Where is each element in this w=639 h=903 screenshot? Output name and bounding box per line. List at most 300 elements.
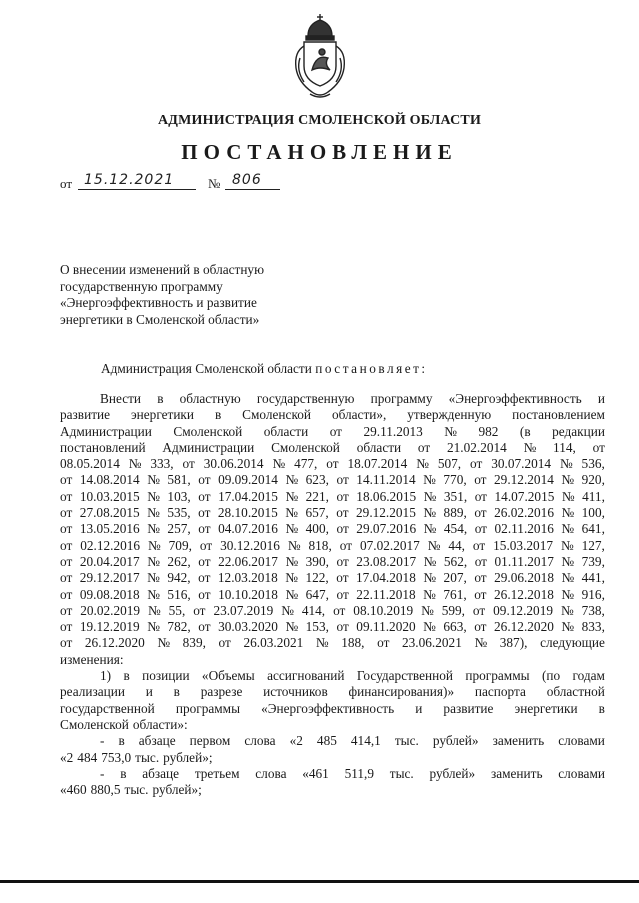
body-word: Смоленской — [242, 407, 312, 423]
body-word: 207, — [443, 570, 467, 586]
coat-of-arms-emblem — [290, 14, 350, 100]
body-line — [60, 750, 605, 766]
body-word: Смоленской — [60, 716, 129, 732]
body-word: 14.07.2015 — [494, 488, 555, 504]
body-word: 14.11.2014 — [356, 472, 416, 488]
body-word: разрезе — [200, 684, 243, 700]
body-word: рублей» — [429, 765, 476, 781]
body-line — [60, 619, 605, 635]
body-word: от — [198, 586, 211, 602]
body-word: области — [263, 423, 309, 439]
body-word: № — [561, 488, 575, 504]
body-word: 28.10.2015 — [217, 505, 278, 521]
body-word: 657, — [305, 505, 329, 521]
body-word: от — [198, 619, 211, 635]
body-word: № — [147, 472, 160, 488]
body-word: областной — [546, 684, 605, 700]
body-word: третьем — [194, 765, 240, 781]
body-word: 14.08.2014 — [79, 472, 140, 488]
body-word: «Энергоэффективность — [261, 700, 395, 716]
body-word: и — [597, 391, 605, 406]
body-word: 761, — [443, 586, 467, 602]
body-word: от — [336, 570, 349, 586]
body-word: 641, — [581, 521, 605, 537]
body-word: 753,0 — [101, 749, 132, 765]
body-word: 23.08.2017 — [356, 553, 417, 569]
body-line — [60, 554, 605, 570]
body-word: 562, — [443, 553, 468, 569]
body-word: 920, — [581, 472, 605, 488]
body-word: в — [123, 668, 130, 684]
body-word: 10.10.2018 — [218, 586, 278, 602]
body-word: 21.02.2014 — [446, 439, 507, 455]
body-word: от — [60, 488, 73, 504]
body-word: 484 — [77, 749, 98, 765]
body-word: от — [417, 439, 431, 455]
body-word: 127, — [581, 537, 605, 553]
document-type-title: ПОСТАНОВЛЕНИЕ — [181, 140, 458, 164]
body-word: 122, — [305, 570, 329, 586]
body-word: № — [561, 521, 575, 537]
body-word: 29.07.2016 — [356, 521, 417, 537]
body-word: 833, — [581, 619, 605, 635]
body-word: позиции — [142, 668, 190, 684]
subject-word: программу — [160, 278, 223, 294]
body-word: от — [60, 521, 73, 537]
body-word: в — [598, 700, 605, 716]
body-word: 26.02.2016 — [494, 505, 554, 521]
body-line — [60, 456, 605, 472]
body-line — [60, 440, 605, 456]
body-word: 221, — [305, 488, 329, 504]
document-subject — [60, 262, 300, 328]
body-word: от — [198, 521, 211, 537]
body-word: «Энергоэффективность — [448, 391, 582, 406]
body-line — [60, 472, 605, 488]
body-word: от — [199, 537, 213, 553]
body-word: № — [285, 619, 299, 635]
body-word: от — [60, 570, 73, 586]
body-word: № — [128, 456, 142, 472]
body-word: от — [329, 423, 342, 439]
body-word: 516, — [167, 586, 191, 602]
body-line — [60, 652, 605, 668]
body-word: Внести — [100, 391, 142, 406]
body-word: № — [561, 472, 575, 488]
body-word: слова — [255, 765, 287, 781]
body-word: 09.11.2020 — [356, 619, 416, 635]
body-word: финансирования)» — [348, 684, 455, 700]
body-word: 100, — [581, 505, 605, 521]
body-word: 1) — [100, 668, 112, 684]
body-word: № — [285, 553, 299, 569]
body-word: 44, — [448, 537, 465, 553]
body-word: «Объемы — [201, 668, 255, 684]
body-word: 13.05.2016 — [79, 521, 140, 537]
body-word: № — [281, 602, 294, 618]
body-word: 22.11.2018 — [356, 586, 416, 602]
body-word: развитие — [60, 407, 111, 423]
body-word: 153, — [305, 619, 329, 635]
body-word: 782, — [167, 619, 191, 635]
body-word: постановлений — [60, 439, 146, 455]
body-word: № — [285, 521, 299, 537]
body-word: 257, — [167, 521, 191, 537]
body-word: № — [561, 505, 575, 521]
body-word: 09.08.2018 — [79, 586, 140, 602]
body-word: 29.12.2017 — [79, 570, 140, 586]
body-word: первом — [189, 733, 231, 749]
body-word: № — [147, 553, 160, 569]
body-word: «460 — [60, 782, 87, 798]
organization-name: АДМИНИСТРАЦИЯ СМОЛЕНСКОЙ ОБЛАСТИ — [157, 113, 482, 128]
body-word: рублей» — [432, 733, 479, 749]
body-word: 30.03.2020 — [218, 619, 278, 635]
body-word: 188, — [341, 635, 365, 651]
body-word: постановлением — [512, 407, 605, 423]
body-word: № — [423, 521, 437, 537]
body-line — [60, 684, 605, 700]
body-line — [60, 570, 605, 586]
body-word: 12.03.2018 — [217, 570, 278, 586]
body-word: от — [474, 570, 487, 586]
body-word: 02.12.2016 — [80, 537, 141, 553]
body-word: 29.12.2014 — [494, 472, 554, 488]
body-word: 26.12.2020 — [84, 635, 145, 651]
body-word: 09.09.2014 — [218, 472, 278, 488]
body-word: Государственной — [356, 668, 454, 684]
body-word: № — [416, 456, 429, 472]
body-word: от — [326, 456, 339, 472]
body-word: 333, — [150, 456, 174, 472]
body-word: № — [285, 586, 299, 602]
body-line — [60, 538, 605, 554]
body-word: 709, — [168, 537, 192, 553]
body-word: 351, — [443, 488, 468, 504]
body-word: от — [474, 521, 487, 537]
body-word: редакции — [552, 423, 605, 439]
body-word: утвержденную — [407, 407, 492, 423]
body-word: от — [60, 602, 73, 618]
body-word: развитие — [443, 700, 494, 716]
body-word: (по — [541, 668, 561, 684]
body-word: 15.03.2017 — [493, 537, 553, 553]
body-word: слова — [244, 733, 276, 749]
subject-line — [60, 295, 300, 312]
body-word: от — [198, 570, 211, 586]
body-word: от — [193, 602, 206, 618]
body-word: в — [157, 391, 164, 406]
body-word: 29.11.2013 — [363, 423, 423, 439]
body-word: годам — [572, 668, 605, 684]
body-line — [60, 521, 605, 537]
body-word: № — [423, 553, 437, 569]
handwritten-date: 15.12.2021 — [84, 172, 175, 188]
body-word: 20.02.2019 — [80, 602, 141, 618]
body-word: 20.04.2017 — [79, 553, 140, 569]
body-word: источников — [263, 684, 328, 700]
body-word: областную — [179, 391, 241, 406]
body-word: от — [336, 553, 349, 569]
body-word: 387), — [499, 635, 528, 651]
body-word: области — [356, 439, 402, 455]
body-word: «461 — [302, 765, 329, 781]
body-word: № — [561, 619, 575, 635]
body-word: от — [60, 537, 73, 553]
body-word: заменить — [490, 765, 543, 781]
body-word: № — [285, 505, 298, 521]
body-word: 19.12.2019 — [79, 619, 140, 635]
body-word: Смоленской — [271, 439, 340, 455]
body-word: (в — [519, 423, 531, 439]
body-word: № — [272, 456, 286, 472]
body-word: от — [182, 456, 195, 472]
body-word: 23.07.2019 — [213, 602, 274, 618]
body-word: № — [287, 537, 301, 553]
body-word: 818, — [308, 537, 332, 553]
body-word: от — [472, 602, 486, 618]
body-word: № — [561, 553, 575, 569]
body-line — [60, 717, 605, 733]
body-word: № — [423, 619, 436, 635]
body-word: 29.06.2018 — [494, 570, 554, 586]
body-word: рублей»; — [163, 749, 213, 765]
body-word: 739, — [581, 553, 605, 569]
body-word: № — [559, 456, 573, 472]
body-word: 103, — [167, 488, 191, 504]
body-word: от — [60, 619, 73, 635]
body-word: 07.02.2017 — [359, 537, 420, 553]
body-word: от — [474, 472, 487, 488]
body-word: «2 — [60, 749, 74, 765]
body-word: 507, — [437, 456, 462, 472]
body-word: абзаце — [138, 733, 176, 749]
number-label: № — [208, 176, 221, 191]
body-word: от — [218, 635, 231, 651]
body-word: паспорта — [474, 684, 526, 700]
body-word: 839, — [182, 635, 206, 651]
body-word: 26.12.2018 — [494, 586, 554, 602]
body-word: от — [336, 488, 349, 504]
body-word: от — [474, 505, 487, 521]
body-word: 18.06.2015 — [356, 488, 417, 504]
body-word: 390, — [305, 553, 329, 569]
body-word: от — [470, 456, 483, 472]
body-word: 04.07.2016 — [218, 521, 278, 537]
body-word: рублей»; — [152, 782, 202, 798]
body-word: тыс. — [124, 782, 149, 798]
body-word: заменить — [492, 733, 545, 749]
body-word: № — [427, 537, 441, 553]
body-word: № — [285, 488, 299, 504]
body-word: Смоленской — [173, 423, 243, 439]
body-word: абзаце — [142, 765, 180, 781]
body-word: программу — [370, 391, 433, 406]
subject-word: и — [196, 295, 204, 310]
body-word: 942, — [167, 570, 191, 586]
body-word: 536, — [581, 456, 605, 472]
body-word: 738, — [581, 602, 605, 618]
body-word: от — [198, 488, 211, 504]
body-word: 114, — [553, 439, 576, 455]
body-word: № — [285, 472, 299, 488]
body-word: изменения: — [60, 651, 124, 667]
body-word: в — [120, 765, 127, 781]
body-word: государственную — [256, 391, 355, 406]
body-word: от — [60, 586, 73, 602]
body-word: № — [147, 521, 160, 537]
body-word: от — [336, 619, 349, 635]
body-word: 581, — [167, 472, 191, 488]
body-word: № — [423, 570, 437, 586]
body-word: 411, — [582, 488, 605, 504]
body-word: № — [147, 570, 160, 586]
decree-prefix: Администрация Смоленской области — [101, 361, 312, 376]
body-word: от — [377, 635, 390, 651]
body-word: 27.08.2015 — [79, 505, 140, 521]
body-line — [60, 766, 605, 782]
body-word: № — [560, 602, 574, 618]
subject-word: государственную — [60, 278, 158, 294]
body-word: в — [118, 733, 125, 749]
body-word: области», — [331, 407, 387, 423]
body-word: 623, — [305, 472, 329, 488]
body-word: от — [472, 537, 486, 553]
body-word: от — [60, 472, 73, 488]
body-word: реализации — [60, 684, 125, 700]
body-word: 647, — [305, 586, 329, 602]
body-line — [60, 782, 605, 798]
body-word: программы — [465, 668, 530, 684]
body-word: 982 — [478, 423, 499, 439]
body-word: 30.12.2016 — [220, 537, 280, 553]
body-line — [60, 635, 605, 651]
body-word: словами — [558, 733, 605, 749]
body-word: 511,9 — [344, 765, 375, 781]
body-word: «2 — [289, 733, 303, 749]
body-word: № — [315, 635, 329, 651]
body-word: № — [561, 586, 575, 602]
body-word: № — [423, 488, 437, 504]
body-word: № — [148, 537, 161, 553]
body-word: и — [415, 700, 423, 716]
body-line — [60, 668, 605, 684]
body-word: от — [474, 488, 487, 504]
body-word: 441, — [581, 570, 605, 586]
body-word: 30.07.2014 — [491, 456, 552, 472]
body-word: № — [423, 505, 437, 521]
decree-verb: постановляет: — [315, 361, 428, 376]
body-word: 477, — [294, 456, 318, 472]
body-word: 599, — [441, 602, 465, 618]
body-word: 454, — [443, 521, 468, 537]
body-word: 880,5 — [90, 782, 121, 798]
body-word: 400, — [305, 521, 329, 537]
from-label: от — [60, 176, 73, 191]
body-word: следующие — [540, 635, 605, 651]
body-line — [60, 701, 605, 717]
body-word: 02.11.2016 — [494, 521, 554, 537]
body-word: 09.12.2019 — [493, 602, 553, 618]
body-word: 414, — [301, 602, 326, 618]
body-word: Администрации — [162, 439, 255, 455]
body-word: от — [474, 619, 487, 635]
body-line — [60, 391, 605, 407]
body-word: № — [560, 537, 574, 553]
body-word: от — [592, 439, 605, 455]
body-word: от — [60, 553, 73, 569]
body-word: 30.06.2014 — [203, 456, 264, 472]
body-word: № — [423, 586, 436, 602]
body-word: 22.06.2017 — [218, 553, 278, 569]
body-word: № — [285, 570, 298, 586]
body-word: от — [60, 505, 73, 521]
body-word: в — [173, 684, 180, 700]
subject-line — [60, 279, 300, 296]
body-word: тыс. — [394, 733, 419, 749]
body-word: 535, — [167, 505, 191, 521]
body-word: от — [198, 505, 211, 521]
body-word: государственной — [60, 700, 155, 716]
body-word: 17.04.2015 — [218, 488, 278, 504]
body-word: № — [421, 602, 434, 618]
decree-statement — [101, 361, 428, 377]
body-word: № — [423, 472, 436, 488]
body-word: 23.06.2021 — [402, 635, 462, 651]
body-word: 01.11.2017 — [494, 553, 554, 569]
body-word: 889, — [443, 505, 467, 521]
subject-word: «Энергоэффективность — [60, 295, 194, 310]
body-word: 663, — [443, 619, 467, 635]
body-line — [60, 424, 605, 440]
body-word: от — [333, 602, 346, 618]
body-word: 414,1 — [350, 733, 381, 749]
body-word: 29.12.2015 — [356, 505, 416, 521]
body-word: Администрации — [60, 423, 152, 439]
body-word: и — [145, 684, 153, 700]
body-word: № — [148, 602, 161, 618]
body-word: № — [523, 439, 537, 455]
handwritten-number: 806 — [232, 172, 262, 188]
body-word: - — [100, 733, 105, 749]
body-line — [60, 407, 605, 423]
body-word: от — [198, 472, 211, 488]
body-word: словами — [558, 765, 605, 781]
body-word: № — [157, 635, 171, 651]
body-word: 26.03.2021 — [243, 635, 304, 651]
body-word: 26.12.2020 — [494, 619, 554, 635]
body-word: 262, — [167, 553, 191, 569]
body-word: 916, — [581, 586, 605, 602]
page-bottom-rule — [0, 880, 639, 883]
body-line — [60, 603, 605, 619]
body-word: от — [474, 586, 487, 602]
body-word: № — [561, 570, 575, 586]
body-word: энергетики — [130, 407, 195, 423]
body-word: 18.07.2014 — [347, 456, 408, 472]
body-word: от — [60, 635, 73, 651]
body-word: от — [474, 553, 487, 569]
body-word: области»: — [132, 716, 188, 732]
body-word: в — [214, 407, 222, 423]
subject-word: развитие — [206, 295, 257, 310]
subject-line: О внесении изменений в областную — [60, 262, 265, 277]
date-underline — [78, 189, 196, 190]
body-word: 08.05.2014 — [60, 456, 120, 472]
body-word: - — [100, 765, 105, 781]
body-word: 10.03.2015 — [79, 488, 140, 504]
body-word: 08.10.2019 — [353, 602, 414, 618]
